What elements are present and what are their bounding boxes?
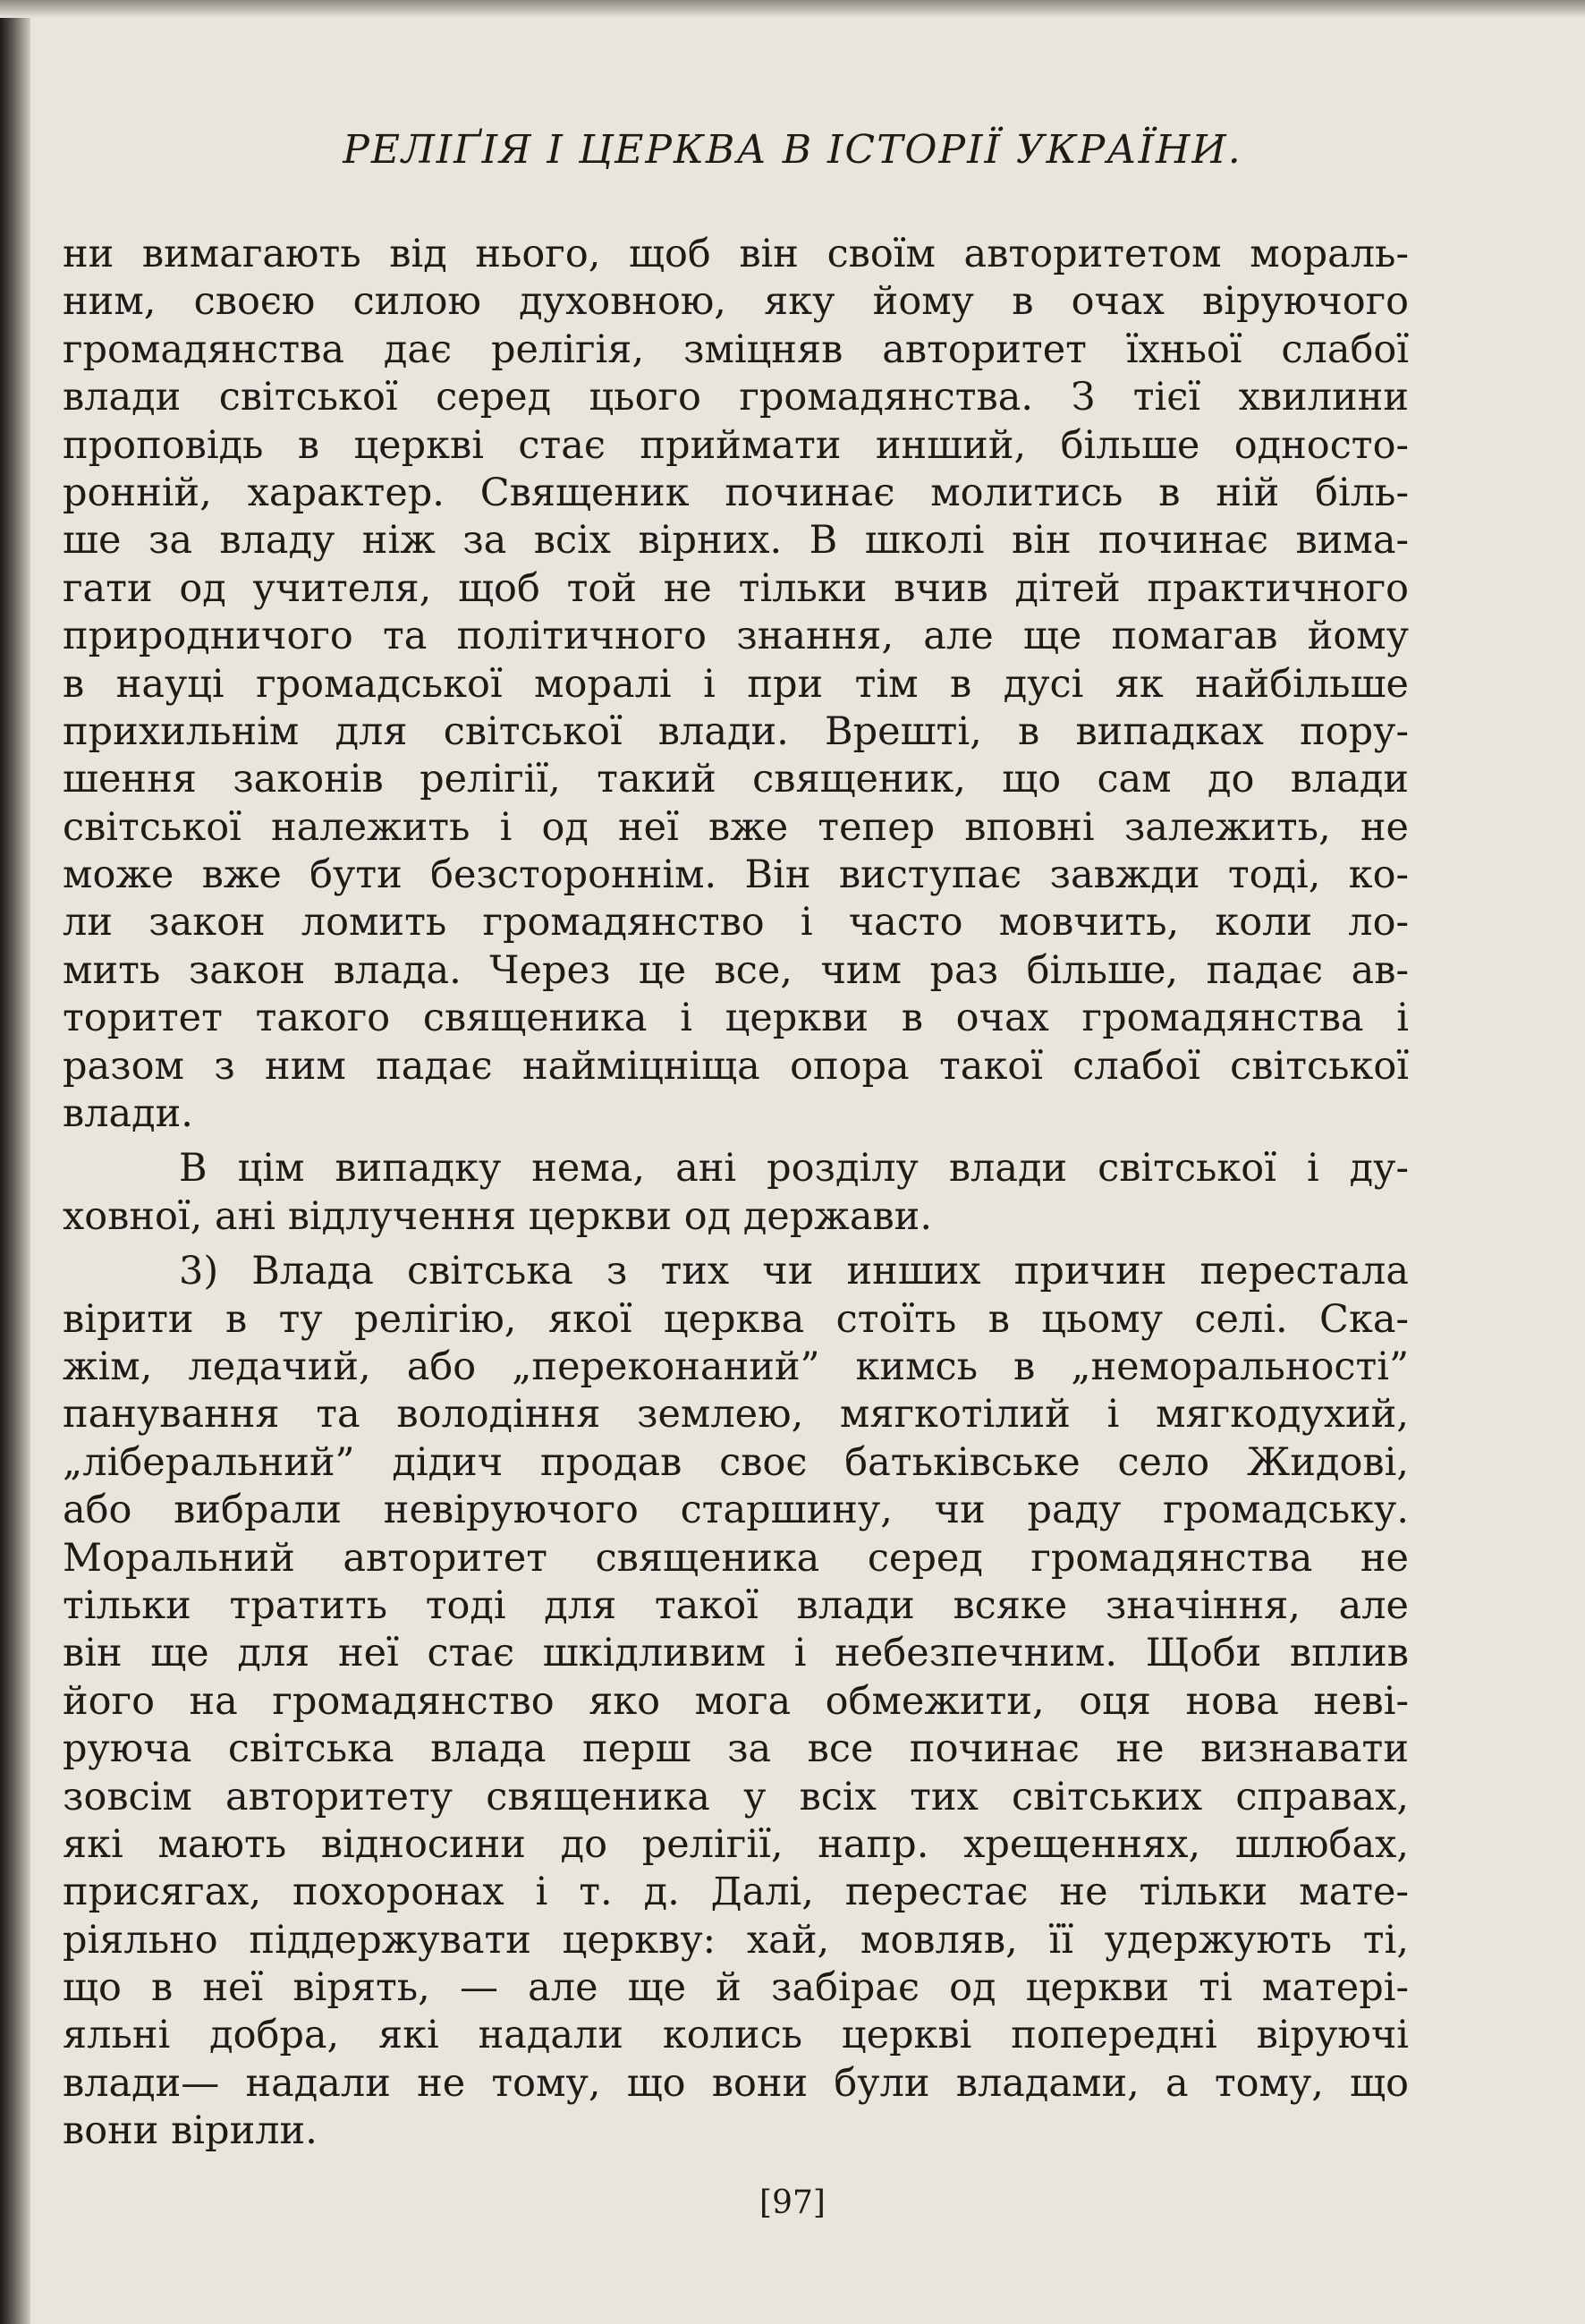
text-line: жім, ледачий, або „переконаний” кимсь в „неморальності” (63, 1344, 1409, 1389)
text-line: влади світської серед цього громадянства. З тієї хвилини (63, 375, 1409, 420)
text-line: світської належить і од неї вже тепер вповні залежить, не (63, 804, 1409, 850)
text-line: ни вимагають від нього, щоб він своїм авторитетом мораль- (63, 232, 1409, 276)
text-line: яльні добра, які надали колись церкві попередні віруючі (63, 2013, 1409, 2058)
text-line: вони вірили. (63, 2108, 318, 2154)
paragraph-3 (63, 1248, 1409, 2155)
text-line: які мають відносини до релігії, напр. хрещеннях, шлюбах, (63, 1821, 1409, 1867)
text-line: зовсім авторитету священика у всіх тих світських справах, (63, 1774, 1409, 1819)
spine-shadow (0, 0, 30, 2324)
text-line: разом з ним падає найміцніща опора такої слабої світської (63, 1043, 1409, 1089)
text-line: ронній, характер. Священик починає молитись в ній біль- (63, 470, 1409, 515)
text-line: панування та володіння землею, мягкотілий і мягкодухий, (63, 1392, 1409, 1438)
text-line: гати од учителя, щоб той не тільки вчив дітей практичного (63, 565, 1409, 611)
text-line: шення законів релігії, такий священик, що сам до влади (63, 757, 1409, 802)
text-line: В цім випадку нема, ані розділу влади світської і ду- (179, 1146, 1409, 1192)
text-line: прихильнім для світської влади. Врешті, в випадках пору- (63, 708, 1409, 754)
body-text (63, 231, 1409, 2156)
text-line: в науці громадської моралі і при тім в дусі як найбільше (63, 661, 1409, 707)
text-line: ше за владу ніж за всіх вірних. В школі він починає вима- (63, 518, 1409, 564)
text-line: руюча світська влада перш за все починає не визнавати (63, 1726, 1409, 1772)
text-line: мить закон влада. Через це все, чим раз більше, падає ав- (63, 947, 1409, 993)
text-line: 3) Влада світська з тих чи инших причин перестала (179, 1249, 1409, 1294)
text-line: ним, своєю силою духовною, яку йому в очах віруючого (63, 279, 1409, 325)
paragraph-1 (63, 231, 1409, 1138)
text-line: „ліберальний” дідич продав своє батьківське село Жидові, (63, 1439, 1409, 1485)
text-line: ли закон ломить громадянство і часто мовчить, коли ло- (63, 900, 1409, 946)
paragraph-gap (63, 1138, 1409, 1145)
text-line: може вже бути безстороннім. Він виступає завжди тоді, ко- (63, 852, 1409, 898)
text-line: ховної, ані відлучення церкви од держави. (63, 1193, 932, 1239)
text-line: його на громадянство яко мога обмежити, оця нова неві- (63, 1678, 1409, 1724)
text-line: або вибрали невіруючого старшину, чи раду громадську. (63, 1488, 1409, 1533)
text-line: проповідь в церкві стає приймати инший, більше односто- (63, 422, 1409, 468)
text-line: що в неї вірять, — але ще й забірає од церкви ті матері- (63, 1965, 1409, 2011)
text-line: природничого та політичного знання, але ще помагав йому (63, 614, 1409, 659)
text-line: тільки тратить тоді для такої влади всяке значіння, але (63, 1582, 1409, 1628)
text-line: він ще для неї стає шкідливим і небезпечним. Щоби вплив (63, 1631, 1409, 1676)
top-edge-shadow (0, 0, 1585, 18)
text-line: ріяльно піддержувати церкву: хай, мовляв, її удержують ті, (63, 1917, 1409, 1963)
text-line: громадянства дає релігія, зміцняв авторитет їхньої слабої (63, 327, 1409, 372)
text-line: Моральний авторитет священика серед громадянства не (63, 1535, 1409, 1581)
text-line: вірити в ту релігію, якої церква стоїть в цьому селі. Ска- (63, 1296, 1409, 1342)
text-line: влади. (63, 1091, 193, 1137)
text-line: торитет такого священика і церкви в очах громадянства і (63, 996, 1409, 1041)
text-line: присягах, похоронах і т. д. Далі, перестає не тільки мате- (63, 1870, 1409, 1915)
text-line: влади— надали не тому, що вони були владами, а тому, що (63, 2060, 1409, 2106)
paragraph-2 (63, 1145, 1409, 1241)
page-number: [97] (759, 2184, 826, 2221)
running-head: РЕЛІҐІЯ І ЦЕРКВА В ІСТОРІЇ УКРАЇНИ. (343, 127, 1242, 173)
paragraph-gap (63, 1241, 1409, 1248)
